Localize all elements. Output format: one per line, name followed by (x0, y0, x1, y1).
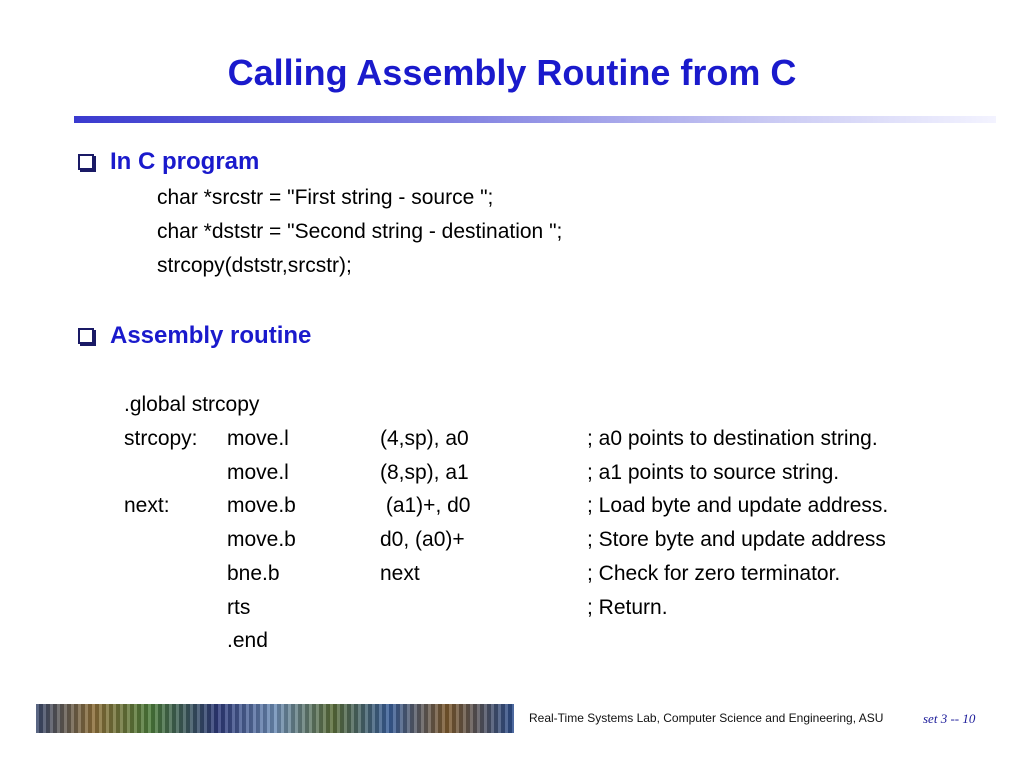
asm-opcode: move.b (227, 494, 296, 517)
bullet-heading: Assembly routine (110, 322, 312, 349)
bullet-heading: In C program (110, 148, 260, 175)
slide-title: Calling Assembly Routine from C (227, 52, 797, 93)
c-code-line: char *srcstr = "First string - source "; (157, 186, 494, 209)
footer-lab-name: Real-Time Systems Lab, Computer Science and Engineering, ASU (529, 711, 884, 725)
asm-line (124, 528, 1004, 558)
checkbox-bullet-icon (78, 328, 94, 344)
c-code-line: strcopy(dststr,srcstr); (157, 254, 352, 277)
asm-operands: (4,sp), a0 (380, 427, 469, 450)
bullet-c-program (78, 148, 259, 176)
asm-line (124, 494, 1004, 524)
slide-number: set 3 -- 10 (923, 711, 976, 726)
asm-comment: ; Return. (587, 596, 668, 619)
asm-comment: ; a1 points to source string. (587, 461, 840, 484)
asm-comment: ; Check for zero terminator. (587, 562, 841, 585)
asm-opcode: move.l (227, 461, 289, 484)
asm-operands: (a1)+, d0 (380, 494, 471, 517)
asm-label: strcopy: (124, 427, 198, 450)
asm-line (124, 461, 1004, 491)
asm-comment: ; Store byte and update address (587, 528, 886, 551)
asm-opcode: move.b (227, 528, 296, 551)
asm-opcode: bne.b (227, 562, 280, 585)
asm-label: .global strcopy (124, 393, 260, 416)
title-divider (74, 116, 996, 123)
checkbox-bullet-icon (78, 154, 94, 170)
asm-operands: (8,sp), a1 (380, 461, 469, 484)
asm-opcode: move.l (227, 427, 289, 450)
asm-comment: ; a0 points to destination string. (587, 427, 878, 450)
asm-opcode: .end (227, 629, 268, 652)
asm-operands: d0, (a0)+ (380, 528, 465, 551)
asm-line (124, 562, 1004, 592)
asm-line (124, 596, 1004, 626)
bullet-assembly-routine (78, 322, 311, 350)
asm-opcode: rts (227, 596, 251, 619)
asm-line (124, 629, 1004, 659)
asm-label: next: (124, 494, 170, 517)
footer-banner-image (36, 704, 514, 733)
c-code-line: char *dststr = "Second string - destination "; (157, 220, 563, 243)
asm-comment: ; Load byte and update address. (587, 494, 889, 517)
asm-line (124, 393, 1004, 423)
asm-line (124, 427, 1004, 457)
asm-operands: next (380, 562, 420, 585)
